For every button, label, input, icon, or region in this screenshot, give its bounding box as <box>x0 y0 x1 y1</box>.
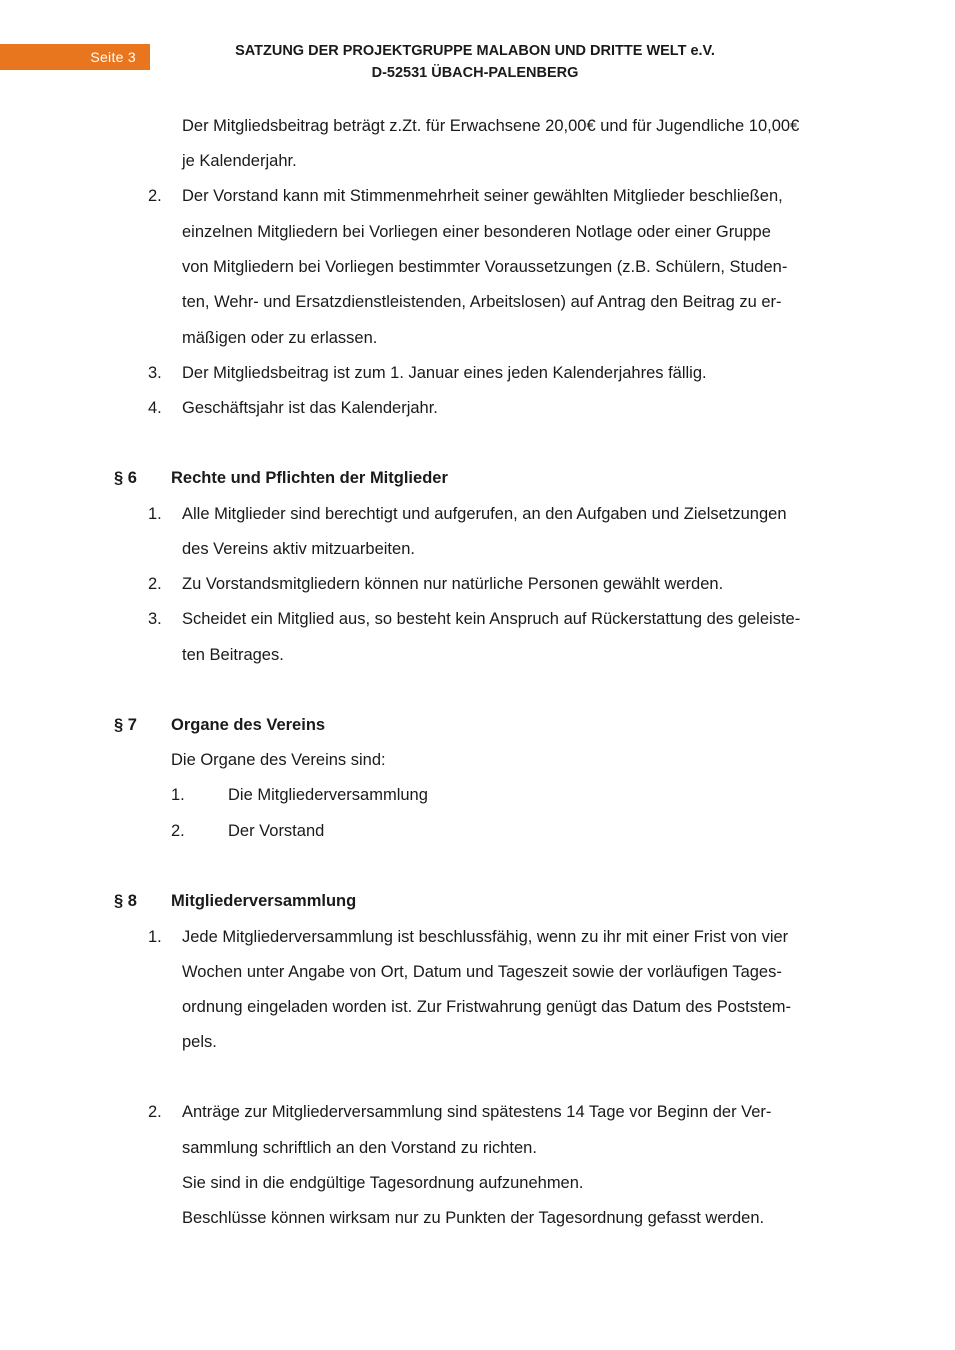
section-intro: Die Organe des Vereins sind: <box>171 751 386 769</box>
list-number: 4. <box>148 399 162 417</box>
list-item-line: des Vereins aktiv mitzuarbeiten. <box>182 540 415 558</box>
paragraph-line: Der Mitgliedsbeitrag beträgt z.Zt. für Erwachsene 20,00€ und für Jugendliche 10,00€ <box>182 117 800 135</box>
section-title: Rechte und Pflichten der Mitglieder <box>171 469 448 487</box>
document-header <box>190 40 760 84</box>
section-title: Mitgliederversammlung <box>171 892 357 910</box>
list-number: 1. <box>148 928 162 946</box>
list-item-line: ten Beitrages. <box>182 646 284 664</box>
list-number: 2. <box>148 187 162 205</box>
list-item-line: ten, Wehr- und Ersatzdienstleistenden, Arbeitslosen) auf Antrag den Beitrag zu er- <box>182 293 782 311</box>
list-item-line: Anträge zur Mitgliederversammlung sind spätestens 14 Tage vor Beginn der Ver- <box>182 1103 772 1121</box>
list-item-line: Zu Vorstandsmitgliedern können nur natürliche Personen gewählt werden. <box>182 575 724 593</box>
list-item-line: sammlung schriftlich an den Vorstand zu richten. <box>182 1139 537 1157</box>
list-item-line: pels. <box>182 1033 217 1051</box>
header-address: D-52531 ÜBACH-PALENBERG <box>371 65 579 81</box>
header-title: SATZUNG DER PROJEKTGRUPPE MALABON UND DRITTE WELT e.V. <box>235 43 715 59</box>
list-number: 1. <box>148 505 162 523</box>
list-item-line: Der Vorstand kann mit Stimmenmehrheit seiner gewählten Mitglieder beschließen, <box>182 187 783 205</box>
list-item-line: Die Mitgliederversammlung <box>228 786 428 804</box>
list-number: 3. <box>148 610 162 628</box>
list-item-line: Sie sind in die endgültige Tagesordnung aufzunehmen. <box>182 1174 584 1192</box>
list-item-line: Alle Mitglieder sind berechtigt und aufgerufen, an den Aufgaben und Zielsetzungen <box>182 505 787 523</box>
list-item-line: von Mitgliedern bei Vorliegen bestimmter Voraussetzungen (z.B. Schülern, Studen- <box>182 258 788 276</box>
section-number: § 8 <box>114 892 137 910</box>
section-title: Organe des Vereins <box>171 716 326 734</box>
list-item-line: Geschäftsjahr ist das Kalenderjahr. <box>182 399 438 417</box>
list-item-line: Der Vorstand <box>228 822 325 840</box>
list-item-line: Wochen unter Angabe von Ort, Datum und Tageszeit sowie der vorläufigen Tages- <box>182 963 782 981</box>
list-item-line: mäßigen oder zu erlassen. <box>182 329 378 347</box>
list-number: 3. <box>148 364 162 382</box>
paragraph-line: je Kalenderjahr. <box>182 152 297 170</box>
list-number: 2. <box>148 1103 162 1121</box>
list-item-line: ordnung eingeladen worden ist. Zur Fristwahrung genügt das Datum des Poststem- <box>182 998 791 1016</box>
section-number: § 6 <box>114 469 137 487</box>
list-item-line: Jede Mitgliederversammlung ist beschlussfähig, wenn zu ihr mit einer Frist von vier <box>182 928 789 946</box>
page-number-badge: Seite 3 <box>0 44 150 70</box>
list-number: 1. <box>171 786 185 804</box>
list-item-line: Scheidet ein Mitglied aus, so besteht kein Anspruch auf Rückerstattung des geleiste- <box>182 610 801 628</box>
list-number: 2. <box>171 822 185 840</box>
list-number: 2. <box>148 575 162 593</box>
list-item-line: Beschlüsse können wirksam nur zu Punkten der Tagesordnung gefasst werden. <box>182 1209 765 1227</box>
list-item-line: Der Mitgliedsbeitrag ist zum 1. Januar eines jeden Kalenderjahres fällig. <box>182 364 707 382</box>
section-number: § 7 <box>114 716 137 734</box>
list-item-line: einzelnen Mitgliedern bei Vorliegen einer besonderen Notlage oder einer Gruppe <box>182 223 771 241</box>
